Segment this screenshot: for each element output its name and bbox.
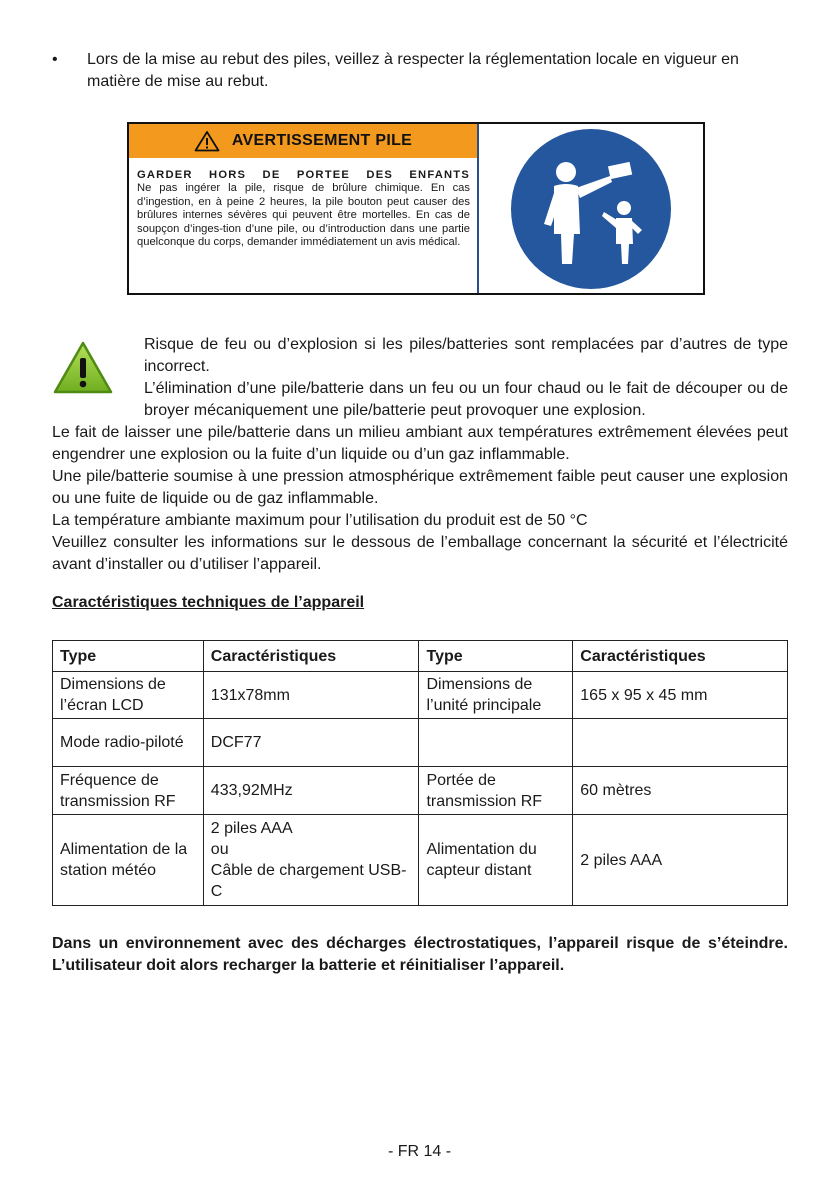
battery-warning-title: AVERTISSEMENT PILE [231,132,413,149]
header-characteristics-2: Caractéristiques [573,641,788,672]
table-cell: Alimentation de la station météo [53,815,204,906]
safety-text-full [52,422,788,576]
battery-warning-box [127,122,705,295]
fire-risk-text: Risque de feu ou d’explosion si les piles/batteries sont remplacées par d’autres de type incorrect. [144,336,788,375]
battery-warning-text-panel [129,124,479,293]
warning-triangle-icon [194,130,220,152]
table-cell: 433,92MHz [203,767,419,815]
power-option-usb: Câble de chargement USB-C [210,862,407,900]
header-type-2: Type [419,641,573,672]
battery-warning-header [129,124,477,158]
consult-packaging-text: Veuillez consulter les informations sur le dessous de l’emballage concernant la sécurité et l’électricité avant d’installer ou d’utiliser l’appareil. [52,534,788,573]
header-type: Type [53,641,204,672]
table-row [53,719,788,767]
disposal-bullet [52,49,792,93]
esd-note: Dans un environnement avec des décharges électrostatiques, l’appareil risque de s’éteindre. L’utilisateur doit alors recharger la batterie et réinitialiser l’appareil. [52,935,788,974]
specs-table [52,640,788,906]
battery-pictogram-panel [479,124,703,293]
table-row [53,767,788,815]
specs-header-row [53,641,788,672]
table-cell: 165 x 95 x 45 mm [573,672,788,719]
table-cell: 131x78mm [203,672,419,719]
bullet-mark: • [52,51,58,68]
disposal-text: Lors de la mise au rebut des piles, veillez à respecter la réglementation locale en vigueur en matière de mise au rebut. [87,51,739,90]
table-cell: Mode radio-piloté [53,719,204,767]
table-cell: 60 mètres [573,767,788,815]
table-cell: Alimentation du capteur distant [419,815,573,906]
table-cell [419,719,573,767]
battery-warning-heading: GARDER HORS DE PORTEE DES ENFANTS [137,169,470,181]
table-row [53,815,788,906]
table-row [53,672,788,719]
high-temperature-text: Le fait de laisser une pile/batterie dans un milieu ambiant aux températures extrêmement élevées peut engendrer une explosion ou la fuite d’un liquide ou d’un gaz inflammable. [52,424,788,463]
table-cell: Fréquence de transmission RF [53,767,204,815]
power-option-batteries: 2 piles AAA [210,820,293,837]
power-options-cell [203,815,419,906]
caution-triangle-icon [52,340,114,396]
disposal-explosion-text: L’élimination d’une pile/batterie dans un feu ou un four chaud ou le fait de découper ou de broyer mécaniquement une pile/batterie peut provoquer une explosion. [144,380,788,419]
max-temperature-text: La température ambiante maximum pour l’utilisation du produit est de 50 °C [52,512,588,529]
table-cell: Portée de transmission RF [419,767,573,815]
keep-away-from-children-icon [506,124,676,294]
table-cell: Dimensions de l’unité principale [419,672,573,719]
table-cell: DCF77 [203,719,419,767]
header-characteristics: Caractéristiques [203,641,419,672]
page-number: - FR 14 - [387,1143,452,1160]
specs-title: Caractéristiques techniques de l’appareil [52,594,365,611]
safety-text-indented [144,334,788,422]
battery-warning-paragraph: Ne pas ingérer la pile, risque de brûlure chimique. En cas d’ingestion, en à peine 2 heures, la pile bouton peut causer des brûlures internes sévères qui peuvent être mortelles. En cas de soupçon d’inges-tion d’une pile, ou d’introduction dans une partie quelconque du corps, demander immédiatement un avis médical. [137,182,470,249]
battery-warning-body [129,158,477,249]
table-cell: Dimensions de l’écran LCD [53,672,204,719]
power-option-or: ou [210,841,229,858]
table-cell [573,719,788,767]
low-pressure-text: Une pile/batterie soumise à une pression atmosphérique extrêmement faible peut causer une explosion ou une fuite de liquide ou de gaz inflammable. [52,468,788,507]
table-cell: 2 piles AAA [573,815,788,906]
